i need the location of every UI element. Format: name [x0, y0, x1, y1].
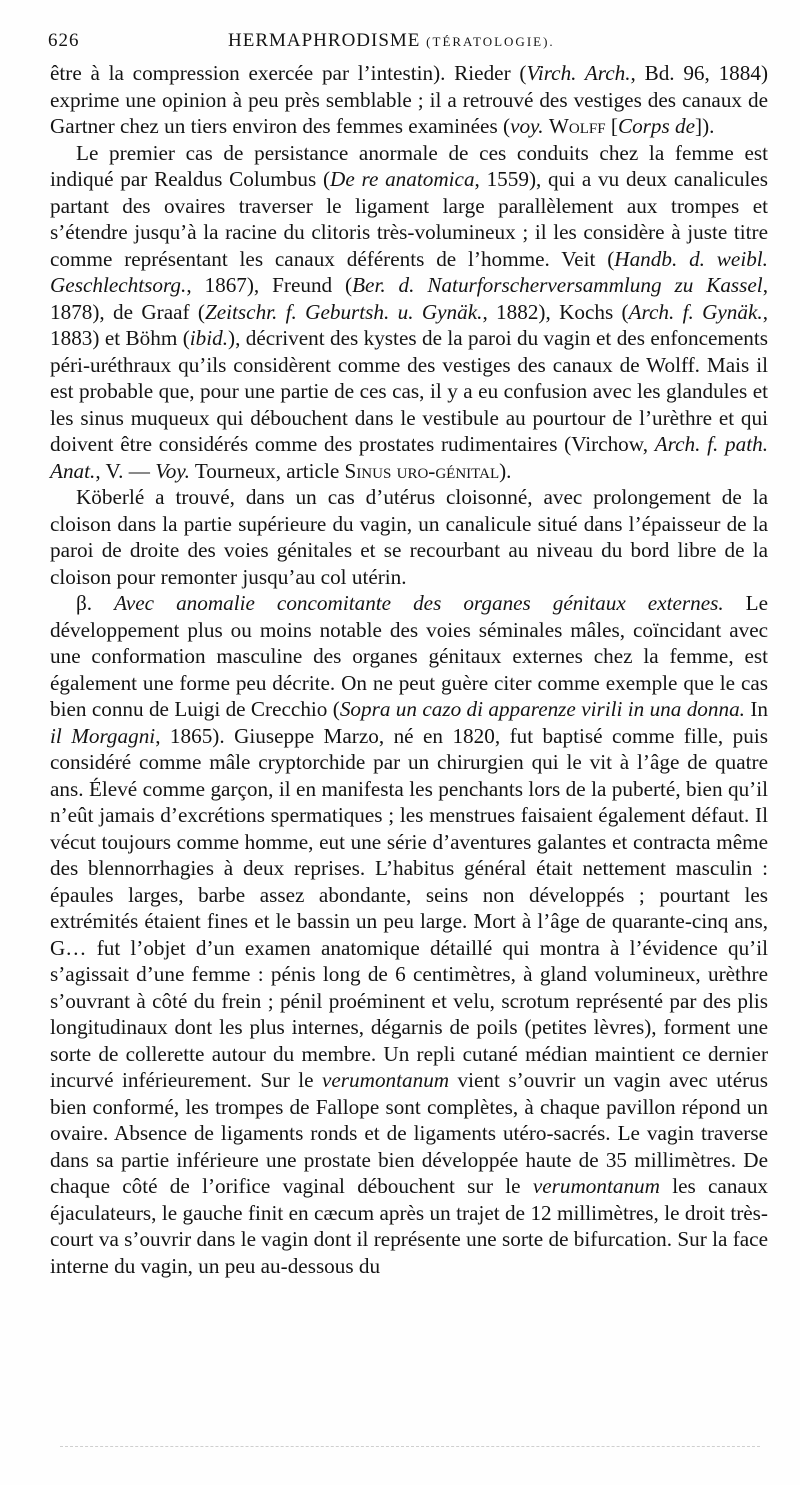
- text-run: , 1559), qui a vu deux canalicules partant des ovaires traverser le ligament large parallèlement aux trompes et s’étendre jusqu’à la racine du clitoris très-volumineux ; il les considère à juste titre comme représentant les canaux déférents de l’homme. Veit (: [50, 167, 769, 271]
- latin-term: verumontanum: [532, 1174, 660, 1198]
- text-run: , 1882), Kochs (: [482, 299, 629, 324]
- text-run: ).: [499, 458, 512, 483]
- running-title-subtitle: (TÉRATOLOGIE).: [426, 34, 555, 49]
- citation: ibid.: [189, 326, 229, 350]
- latin-term: verumontanum: [322, 1068, 450, 1092]
- running-title-main: HERMAPHRODISME: [228, 30, 421, 51]
- cross-reference: Sinus uro-génital: [344, 458, 500, 483]
- text-run: , 1878), de Graaf (: [50, 273, 768, 324]
- citation: Arch. f. Gynäk.: [628, 299, 763, 324]
- section-marker: β.: [76, 591, 115, 615]
- paragraph-2: [50, 140, 768, 485]
- section-heading: Avec anomalie concomitante des organes génitaux externes.: [114, 591, 724, 615]
- text-run: Köberlé a trouvé, dans un cas d’utérus cloisonné, avec prolongement de la cloison dans la partie supérieure du vagin, un canalicule situé dans l’épaisseur de la paroi de droite des voies génitales et se recourbant au niveau du bord libre de la cloison pour remonter jusqu’au col utérin.: [50, 485, 768, 589]
- text-run: , V. —: [95, 458, 156, 483]
- text-run: vient s’ouvrir un vagin avec utérus bien conformé, les trompes de Fallope sont complètes, à chaque pavillon répond un ovaire. Absence de ligaments ronds et de ligaments utéro-sacrés. Le vagin traverse dans sa partie inférieure une prostate bien développée haute de 35 millimètres. De chaque côté de l’orifice vaginal débouchent sur le: [50, 1068, 768, 1198]
- text-run: , 1867), Freund (: [186, 273, 353, 297]
- paragraph-4: [50, 590, 768, 1279]
- citation: voy.: [510, 114, 544, 138]
- page-header: [48, 30, 770, 58]
- citation: Handb. d. weibl. Geschlechtsorg.: [50, 246, 768, 297]
- text-run: , Bd. 96, 1884) exprime une opinion à peu près semblable ; il a retrouvé des vestiges des canaux de Gartner chez un tiers environ des femmes examinées (: [50, 61, 769, 138]
- text-run: Tourneux, article: [189, 458, 345, 483]
- citation: Virch. Arch.: [526, 61, 631, 85]
- text-run: les canaux éjaculateurs, le gauche finit en cæcum après un trajet de 12 millimètres, le droit très-court va s’ouvrir dans le vagin dont il représente une sorte de bifurcation. Sur la face interne du vagin, un peu au-dessous du: [50, 1174, 769, 1278]
- text-run: , 1883) et Böhm (: [50, 299, 768, 350]
- text-run: In: [744, 697, 768, 721]
- page-bottom-rule: [60, 1446, 760, 1447]
- citation: Voy.: [155, 458, 190, 483]
- body-text: [50, 60, 768, 1279]
- citation: Sopra un cazo di apparenze virili in una donna.: [339, 697, 745, 721]
- text-run: Le premier cas de persistance anormale de ces conduits chez la femme est indiqué par Realdus Columbus (: [50, 140, 768, 191]
- text-run: être à la compression exercée par l’intestin). Rieder (: [50, 61, 527, 85]
- text-run: [: [605, 114, 618, 138]
- citation: Zeitschr. f. Geburtsh. u. Gynäk.: [204, 299, 483, 324]
- cross-reference: Wolff: [548, 114, 606, 138]
- running-title: [228, 30, 555, 52]
- citation: Corps de: [617, 114, 696, 138]
- text-run: ), décrivent des kystes de la paroi du vagin et des enfoncements péri-uréthraux qu’ils considèrent comme des vestiges des canaux de Wolff. Mais il est probable que, pour une partie de ces cas, il y a eu confusion avec les glandules et les sinus muqueux qui débouchent dans le vestibule au pourtour de l’urèthre et qui doivent être considérés comme des prostates rudimentaires (Virchow,: [50, 326, 769, 456]
- citation: il Morgagni: [50, 723, 156, 748]
- text-run: , 1865). Giuseppe Marzo, né en 1820, fut baptisé comme fille, puis considéré comme mâle cryptorchide par un chirurgien qui le vit à l’âge de quatre ans. Élevé comme garçon, il en manifesta les penchants lors de la puberté, bien qu’il n’eût jamais d’excrétions spermatiques ; les menstrues faisaient également défaut. Il vécut toujours comme homme, eut une série d’aventures galantes et contracta même des blennorrhagies à deux reprises. L’habitus général était nettement masculin : épaules larges, barbe assez abondante, seins non développés ; pourtant les extrémités étaient fines et le bassin un peu large. Mort à l’âge de quarante-cinq ans, G… fut l’objet d’un examen anatomique détaillé qui montra à l’évidence qu’il s’agissait d’une femme : pénis long de 6 centimètres, à gland volumineux, urèthre s’ouvrant à côté du frein ; pénil proéminent et velu, scrotum représenté par des plis longitudinaux dont les plus internes, dégarnis de poils (petites lèvres), forment une sorte de collerette autour du membre. Un repli cutané médian maintient ce dernier incurvé inférieurement. Sur le: [50, 723, 768, 1092]
- page-number: 626: [48, 30, 80, 51]
- paragraph-1: [50, 60, 768, 140]
- citation: Ber. d. Naturforscherversammlung zu Kassel: [352, 273, 763, 297]
- text-run: ]).: [695, 114, 715, 138]
- citation: Arch. f. path. Anat.: [50, 432, 768, 483]
- text-run: Le développement plus ou moins notable des voies séminales mâles, coïncidant avec une conformation masculine des organes génitaux externes chez la femme, est également une forme peu décrite. On ne peut guère citer comme exemple que le cas bien connu de Luigi de Crecchio (: [50, 591, 769, 721]
- citation: De re anatomica: [330, 167, 475, 191]
- paragraph-3: [50, 484, 768, 590]
